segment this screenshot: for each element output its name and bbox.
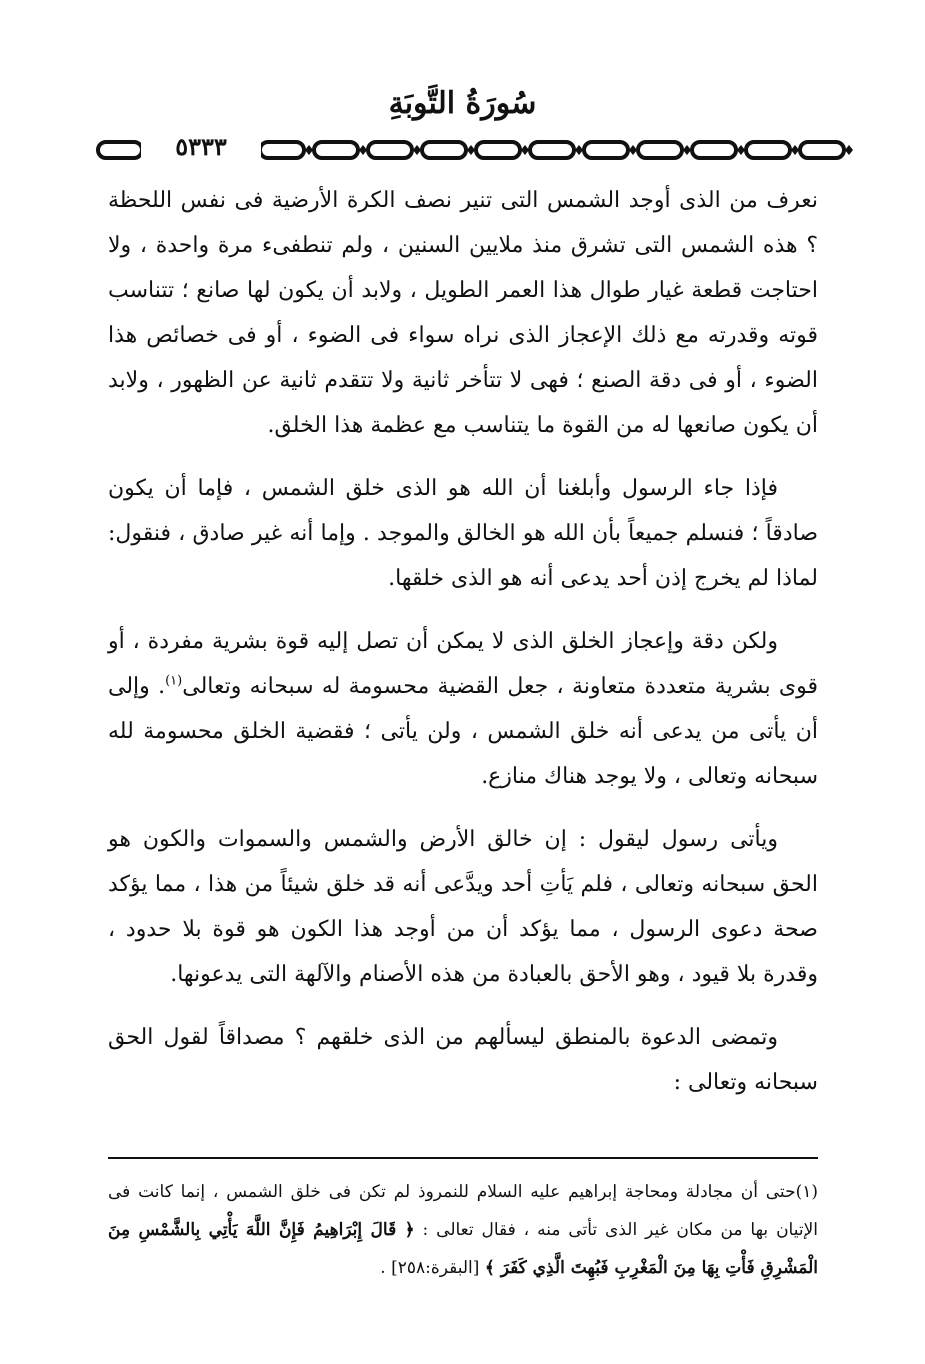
chain-diamond <box>575 145 583 155</box>
chain-diamond <box>521 145 529 155</box>
footnote <box>108 1173 818 1287</box>
chain-link <box>368 142 412 158</box>
chain-diamond <box>305 145 313 155</box>
chain-diamond <box>791 145 799 155</box>
paragraph-1: نعرف من الذى أوجد الشمس التى تنير نصف الكرة الأرضية فى نفس اللحظة ؟ هذه الشمس التى تشرق منذ ملايين السنين ، ولم تنطفىء مرة واحدة ، ولا احتاجت قطعة غيار طوال هذا العمر الطويل ، ولابد أن يكون لها صانع ؛ تتناسب قوته وقدرته مع ذلك الإعجاز الذى نراه سواء فى الضوء ، أو فى خصائص هذا الضوء ، أو فى دقة الصنع ؛ فهى لا تتأخر ثانية ولا تتقدم ثانية عن الظهور ، ولابد أن يكون صانعها له من القوة ما يتناسب مع عظمة هذا الخلق. <box>108 188 818 438</box>
chain-diamond <box>359 145 367 155</box>
chain-link <box>314 142 358 158</box>
page-number: ٥٣٣٣ <box>141 132 261 161</box>
chain-diamond <box>413 145 421 155</box>
chain-diamond <box>467 145 475 155</box>
ornamental-border <box>96 130 861 170</box>
footnote-divider <box>108 1157 818 1159</box>
paragraph-2: فإذا جاء الرسول وأبلغنا أن الله هو الذى خلق الشمس ، فإما أن يكون صادقاً ؛ فنسلم جميعاً بأن الله هو الخالق والموجد . وإما أنه غير صادق ، فنقول: لماذا لم يخرج إذن أحد يدعى أنه هو الذى خلقها. <box>108 476 818 591</box>
chain-link <box>530 142 574 158</box>
paragraph-3-part-a: ولكن دقة وإعجاز الخلق الذى لا يمكن أن تصل إليه قوة بشرية مفردة ، أو قوى بشرية متعددة متعاونة ، جعل القضية محسومة له سبحانه وتعالى <box>108 629 818 699</box>
chain-link <box>422 142 466 158</box>
paragraph-5: وتمضى الدعوة بالمنطق ليسألهم من الذى خلقهم ؟ مصداقاً لقول الحق سبحانه وتعالى : <box>108 1025 818 1095</box>
chain-link <box>260 142 304 158</box>
paragraph-3 <box>108 619 818 799</box>
chain-diamond <box>629 145 637 155</box>
paragraph-3-part-b: . وإلى أن يأتى من يدعى أنه خلق الشمس ، ولن يأتى ؛ فقضية الخلق محسومة لله سبحانه وتعالى ، ولا يوجد هناك منازع. <box>108 674 818 789</box>
chain-diamond <box>737 145 745 155</box>
surah-title: سُورَةُ التَّوبَةِ <box>388 86 537 121</box>
chain-diamond <box>683 145 691 155</box>
chain-link <box>476 142 520 158</box>
footnote-marker: (١) <box>165 673 183 689</box>
chain-diamond <box>845 145 853 155</box>
main-text <box>108 178 818 1123</box>
footnote-text: (١)حتى أن مجادلة ومحاجة إبراهيم عليه السلام للنمروذ لم تكن فى خلق الشمس ، إنما كانت فى الإتيان بها من مكان غير الذى تأتى منه ، فقال تعالى : <box>108 1182 819 1240</box>
chain-link <box>692 142 736 158</box>
chain-link <box>800 142 844 158</box>
chain-link <box>584 142 628 158</box>
chain-link <box>98 142 142 158</box>
chain-link <box>638 142 682 158</box>
paragraph-4: ويأتى رسول ليقول : إن خالق الأرض والشمس والسموات والكون هو الحق سبحانه وتعالى ، فلم يَأتِ أحد ويدَّعى أنه قد خلق شيئاً من هذا ، مما يؤكد صحة دعوى الرسول ، مما يؤكد أن من أوجد هذا الكون هو قوة بلا حدود ، وقدرة بلا قيود ، وهو الأحق بالعبادة من هذه الأصنام والآلهة التى يدعونها. <box>108 827 818 987</box>
footnote-ayah: ﴿ قَالَ إِبْرَاهِيمُ فَإِنَّ اللَّهَ يَأْتِي بِالشَّمْسِ مِنَ الْمَشْرِقِ فَأْتِ بِهَا مِنَ الْمَغْرِبِ فَبُهِتَ الَّذِي كَفَرَ ﴾ <box>108 1220 818 1278</box>
footnote-reference: [البقرة:٢٥٨] . <box>380 1258 480 1278</box>
chain-link <box>746 142 790 158</box>
